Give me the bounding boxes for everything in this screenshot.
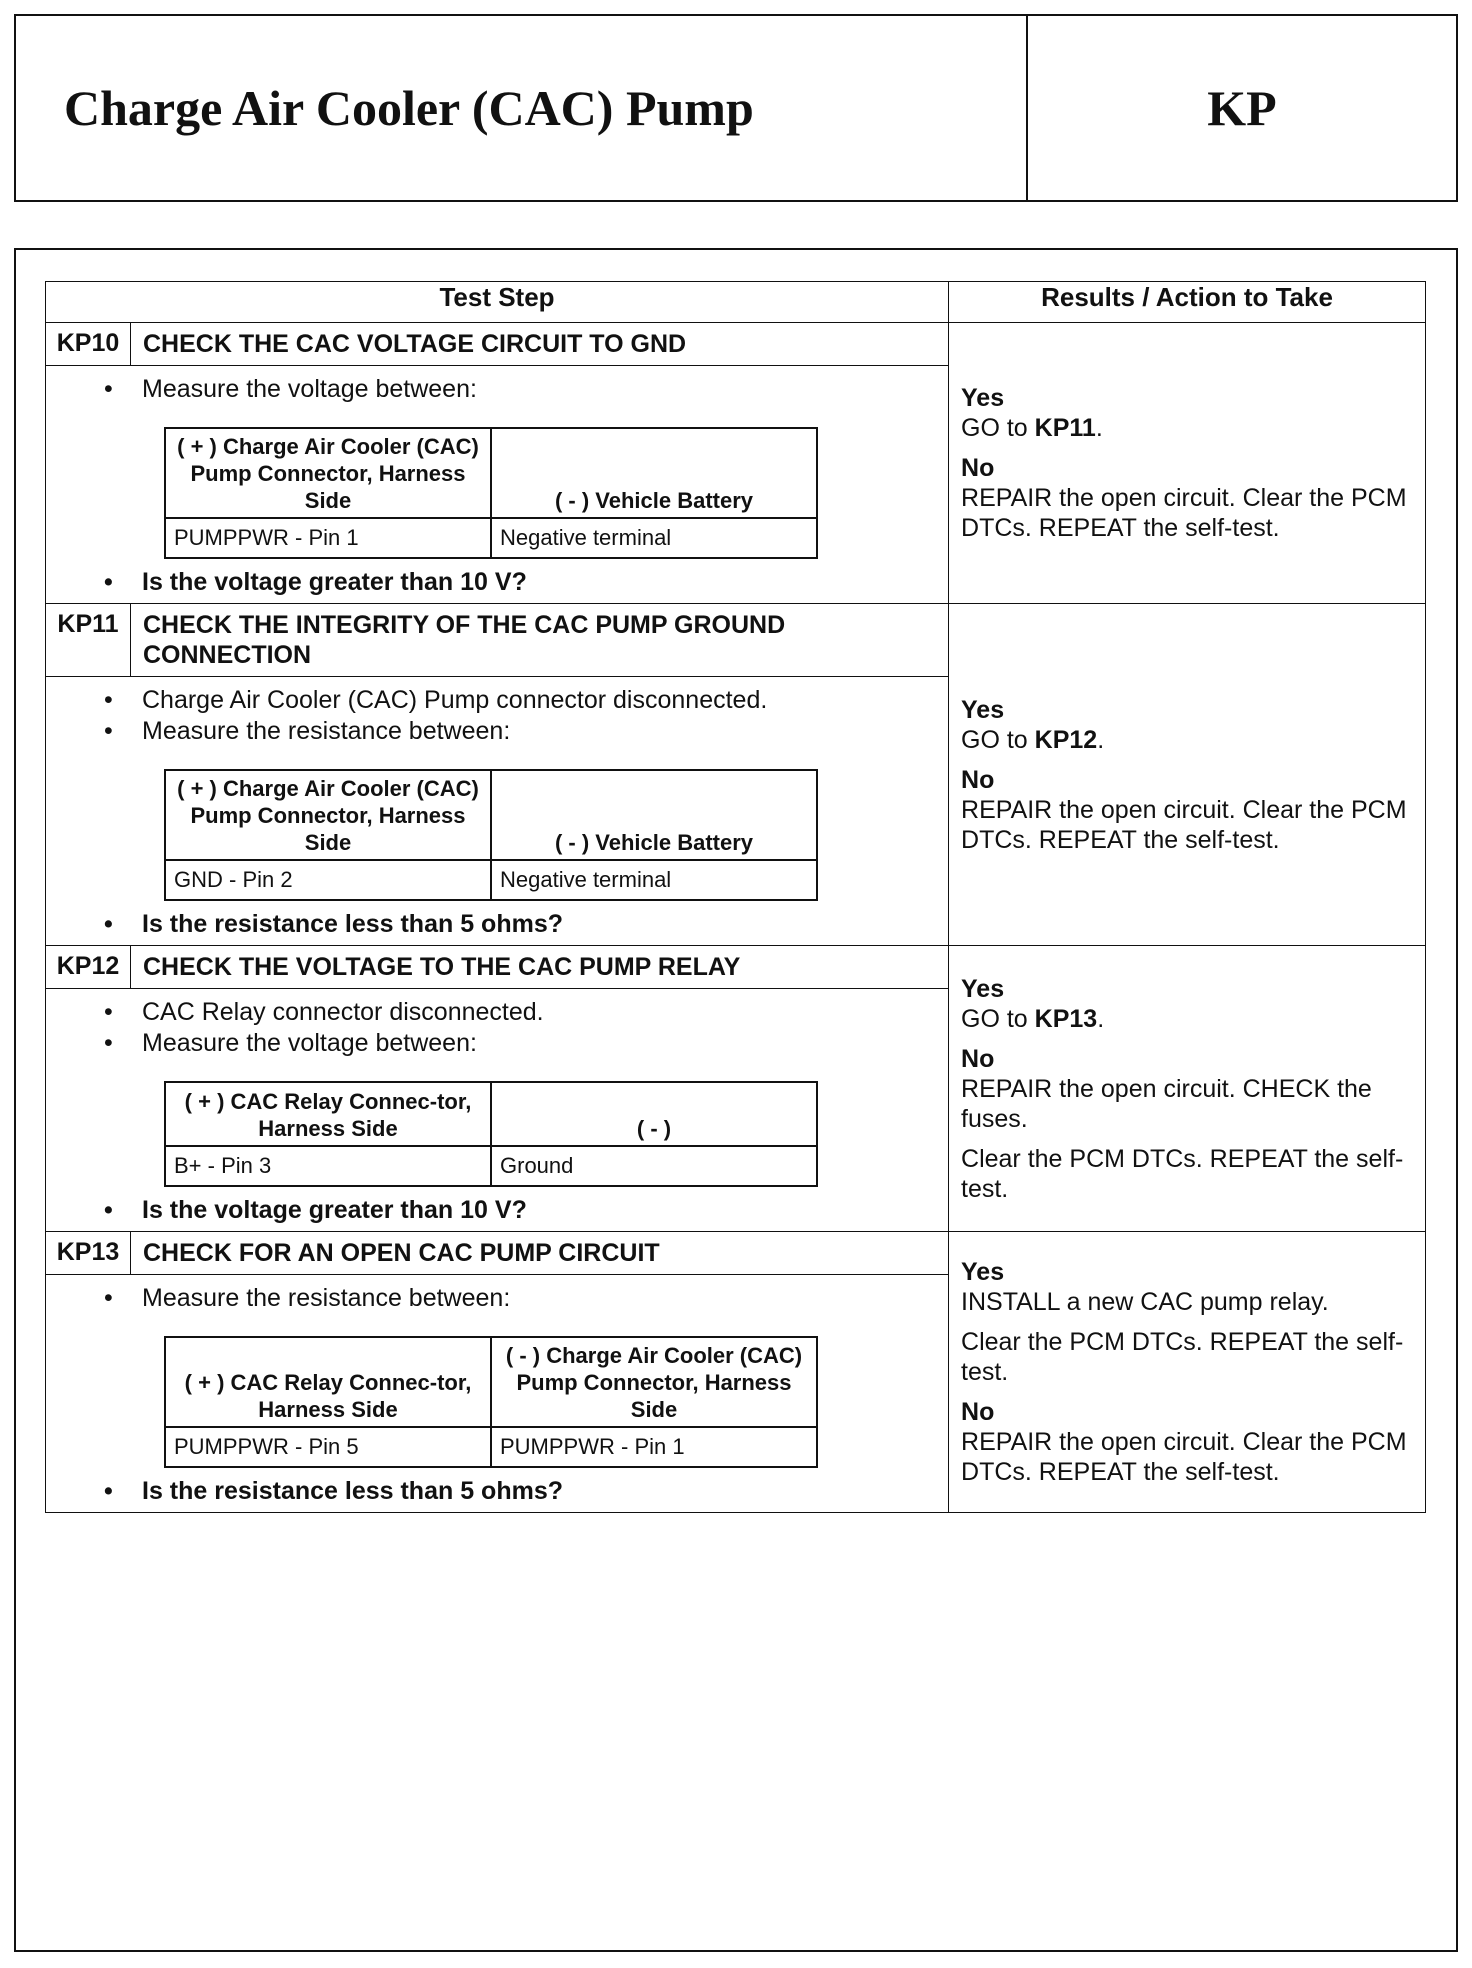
measurement-header-negative: ( - ) Vehicle Battery bbox=[491, 770, 817, 860]
measurement-table bbox=[164, 427, 818, 559]
yes-action: INSTALL a new CAC pump relay. bbox=[961, 1288, 1329, 1316]
table-header-row bbox=[46, 282, 1426, 323]
yes-action-period: . bbox=[1097, 1004, 1105, 1033]
measurement-header-positive: ( + ) Charge Air Cooler (CAC) Pump Connector, Harness Side bbox=[165, 428, 491, 518]
yes-label: Yes bbox=[961, 695, 1005, 724]
measurement-header-positive: ( + ) CAC Relay Connec-tor, Harness Side bbox=[165, 1337, 491, 1427]
step-bullet: • Measure the voltage between: bbox=[142, 1028, 936, 1059]
measurement-value-positive: GND - Pin 2 bbox=[165, 860, 491, 900]
header-code-cell bbox=[1028, 16, 1456, 200]
header-title-cell bbox=[16, 16, 1028, 200]
measurement-header-negative: ( - ) bbox=[491, 1082, 817, 1146]
step-body bbox=[46, 366, 949, 604]
section-code: KP bbox=[1207, 80, 1277, 136]
step-body bbox=[46, 989, 949, 1232]
step-title-row bbox=[46, 604, 1426, 677]
step-result bbox=[949, 323, 1426, 604]
no-label: No bbox=[961, 454, 995, 482]
measurement-table bbox=[164, 1336, 818, 1468]
step-body bbox=[46, 1275, 949, 1513]
no-label: No bbox=[961, 1398, 995, 1426]
column-header-test-step: Test Step bbox=[46, 282, 949, 323]
step-title-row bbox=[46, 946, 1426, 989]
measurement-table bbox=[164, 769, 818, 901]
step-bullet: • Measure the resistance between: bbox=[142, 716, 936, 747]
yes-action-text: GO to bbox=[961, 1004, 1035, 1033]
measurement-header-negative: ( - ) Vehicle Battery bbox=[491, 428, 817, 518]
yes-action bbox=[961, 725, 1413, 755]
measurement-header-positive: ( + ) CAC Relay Connec-tor, Harness Side bbox=[165, 1082, 491, 1146]
no-action: REPAIR the open circuit. Clear the PCM DTCs. REPEAT the self-test. bbox=[961, 795, 1407, 854]
step-title: CHECK THE VOLTAGE TO THE CAC PUMP RELAY bbox=[131, 946, 949, 989]
yes-label: Yes bbox=[961, 1258, 1005, 1286]
step-code: KP10 bbox=[46, 323, 131, 366]
step-title: CHECK THE CAC VOLTAGE CIRCUIT TO GND bbox=[131, 323, 949, 366]
step-code: KP11 bbox=[46, 604, 131, 677]
yes-action-followup: Clear the PCM DTCs. REPEAT the self-test. bbox=[961, 1328, 1404, 1386]
yes-action bbox=[961, 1004, 1413, 1034]
step-bullet: • CAC Relay connector disconnected. bbox=[142, 997, 936, 1028]
no-action: REPAIR the open circuit. Clear the PCM DTCs. REPEAT the self-test. bbox=[961, 1428, 1407, 1486]
no-action: REPAIR the open circuit. Clear the PCM DTCs. REPEAT the self-test. bbox=[961, 484, 1407, 542]
yes-label: Yes bbox=[961, 384, 1005, 412]
step-result bbox=[949, 1232, 1426, 1513]
no-label: No bbox=[961, 1044, 995, 1073]
measurement-header-negative: ( - ) Charge Air Cooler (CAC) Pump Connector, Harness Side bbox=[491, 1337, 817, 1427]
yes-action-period: . bbox=[1097, 725, 1105, 754]
step-question: • Is the resistance less than 5 ohms? bbox=[142, 1476, 936, 1506]
step-bullet: • Measure the resistance between: bbox=[142, 1283, 936, 1314]
column-header-results: Results / Action to Take bbox=[949, 282, 1426, 323]
step-code: KP13 bbox=[46, 1232, 131, 1275]
measurement-value-negative: Negative terminal bbox=[491, 860, 817, 900]
measurement-value-positive: PUMPPWR - Pin 5 bbox=[165, 1427, 491, 1467]
step-bullet: • Measure the voltage between: bbox=[142, 374, 936, 405]
goto-step-link[interactable]: KP11 bbox=[1034, 414, 1096, 442]
step-question: • Is the voltage greater than 10 V? bbox=[142, 1195, 936, 1225]
measurement-value-negative: PUMPPWR - Pin 1 bbox=[491, 1427, 817, 1467]
step-title: CHECK THE INTEGRITY OF THE CAC PUMP GROUND CONNECTION bbox=[131, 604, 949, 677]
yes-action-text: GO to bbox=[961, 725, 1035, 754]
yes-action-text: GO to bbox=[961, 414, 1035, 442]
no-action-followup: Clear the PCM DTCs. REPEAT the self-test. bbox=[961, 1144, 1404, 1203]
page-title: Charge Air Cooler (CAC) Pump bbox=[64, 80, 754, 136]
measurement-table bbox=[164, 1081, 818, 1187]
step-question: • Is the resistance less than 5 ohms? bbox=[142, 909, 936, 939]
yes-action bbox=[961, 413, 1413, 443]
step-title: CHECK FOR AN OPEN CAC PUMP CIRCUIT bbox=[131, 1232, 949, 1275]
yes-action-period: . bbox=[1095, 414, 1103, 442]
measurement-value-negative: Negative terminal bbox=[491, 518, 817, 558]
measurement-value-negative: Ground bbox=[491, 1146, 817, 1186]
page-header bbox=[14, 14, 1458, 202]
step-question: • Is the voltage greater than 10 V? bbox=[142, 567, 936, 597]
step-bullet: • Charge Air Cooler (CAC) Pump connector disconnected. bbox=[142, 685, 936, 716]
step-code: KP12 bbox=[46, 946, 131, 989]
step-result bbox=[949, 946, 1426, 1232]
pinpoint-test-table bbox=[45, 281, 1426, 1513]
goto-step-link[interactable]: KP12 bbox=[1034, 725, 1098, 754]
no-action: REPAIR the open circuit. CHECK the fuses. bbox=[961, 1074, 1372, 1133]
yes-label: Yes bbox=[961, 974, 1005, 1003]
step-body bbox=[46, 677, 949, 946]
measurement-header-positive: ( + ) Charge Air Cooler (CAC) Pump Connector, Harness Side bbox=[165, 770, 491, 860]
measurement-value-positive: B+ - Pin 3 bbox=[165, 1146, 491, 1186]
step-result bbox=[949, 604, 1426, 946]
step-title-row bbox=[46, 323, 1426, 366]
measurement-value-positive: PUMPPWR - Pin 1 bbox=[165, 518, 491, 558]
step-title-row bbox=[46, 1232, 1426, 1275]
no-label: No bbox=[961, 765, 995, 794]
goto-step-link[interactable]: KP13 bbox=[1034, 1004, 1098, 1033]
